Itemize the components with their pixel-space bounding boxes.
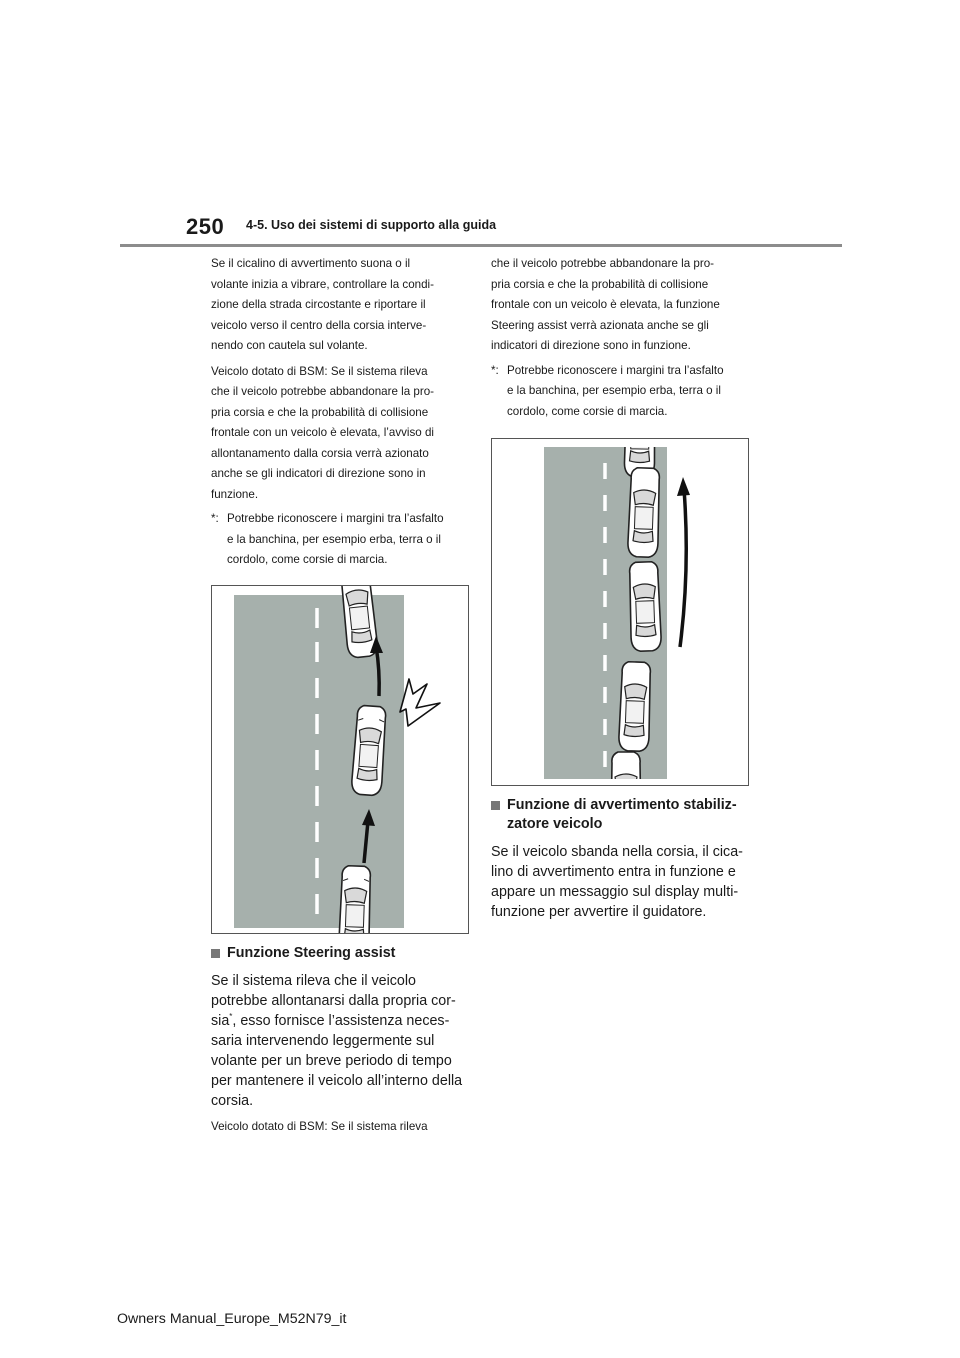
text-line: e la banchina, per esempio erba, terra o il bbox=[227, 532, 441, 546]
bsm-paragraph-start: Veicolo dotato di BSM: Se il sistema rileva bbox=[211, 1119, 428, 1133]
text-line: Veicolo dotato di BSM: Se il sistema rileva bbox=[211, 364, 428, 378]
page-number: 250 bbox=[186, 214, 225, 239]
text-line: Steering assist verrà azionata anche se gli bbox=[491, 318, 709, 332]
stabilizer-warning-illustration bbox=[491, 438, 749, 786]
footer-document-id: Owners Manual_Europe_M52N79_it bbox=[117, 1311, 347, 1327]
text-line: cordolo, come corsie di marcia. bbox=[507, 404, 668, 418]
text-line: Potrebbe riconoscere i margini tra l’asfalto bbox=[227, 512, 444, 525]
steering-assist-illustration bbox=[211, 585, 469, 934]
text-line: allontanamento dalla corsia verrà azionato bbox=[211, 446, 429, 460]
text-line: potrebbe allontanarsi dalla propria cor- bbox=[211, 992, 456, 1009]
text-line: per mantenere il veicolo all’interno della bbox=[211, 1072, 463, 1089]
text-line: veicolo verso il centro della corsia interve- bbox=[211, 318, 427, 332]
text-line: funzione. bbox=[211, 487, 259, 501]
footnote-text bbox=[227, 509, 444, 571]
stabilizer-warning-body bbox=[491, 842, 751, 922]
text-line: nendo con cautela sul volante. bbox=[211, 339, 368, 352]
heading-text: Funzione Steering assist bbox=[227, 944, 396, 961]
text-line: corsia. bbox=[211, 1092, 254, 1109]
bullet-square-icon bbox=[211, 949, 220, 958]
left-column bbox=[211, 254, 469, 1137]
text-line: e la banchina, per esempio erba, terra o il bbox=[507, 384, 721, 397]
text-line: Funzione di avvertimento stabiliz- bbox=[507, 797, 737, 813]
text-line: lino di avvertimento entra in funzione e bbox=[491, 864, 736, 880]
steering-assist-diagram bbox=[212, 586, 468, 933]
text-line: volante inizia a vibrare, controllare la condi- bbox=[211, 277, 434, 291]
text-line: zatore veicolo bbox=[507, 816, 603, 832]
text-line: Potrebbe riconoscere i margini tra l’asfalto bbox=[507, 363, 724, 377]
footnote-reference: * bbox=[229, 1011, 233, 1021]
text-line: zione della strada circostante e riportare il bbox=[211, 298, 426, 311]
text-line: Se il cicalino di avvertimento suona o il bbox=[211, 257, 411, 270]
bullet-square-icon bbox=[491, 801, 500, 810]
bsm-paragraph-continued bbox=[491, 254, 751, 357]
text-line bbox=[211, 1011, 469, 1031]
text-line: anche se gli indicatori di direzione sono in bbox=[211, 467, 426, 480]
footnote bbox=[491, 361, 751, 423]
stabilizer-warning-heading bbox=[491, 796, 751, 834]
text-line: Se il veicolo sbanda nella corsia, il cica- bbox=[491, 844, 743, 860]
warning-paragraph bbox=[211, 254, 469, 357]
text-line: indicatori di direzione sono in funzione. bbox=[491, 339, 691, 352]
text-fragment: sia bbox=[211, 1012, 230, 1029]
steering-assist-heading bbox=[211, 944, 469, 963]
text-line: pria corsia e che la probabilità di collisione bbox=[491, 277, 709, 291]
text-line: funzione per avvertire il guidatore. bbox=[491, 904, 707, 920]
bsm-paragraph bbox=[211, 362, 469, 506]
lane-sway-diagram bbox=[492, 439, 748, 785]
right-column bbox=[491, 254, 751, 922]
steering-assist-body bbox=[211, 971, 469, 1111]
footnote-text bbox=[507, 361, 724, 423]
section-title: 4-5. Uso dei sistemi di supporto alla guida bbox=[246, 218, 497, 232]
text-line: cordolo, come corsie di marcia. bbox=[227, 553, 388, 566]
text-line: che il veicolo potrebbe abbandonare la pro- bbox=[211, 385, 435, 398]
text-line: frontale con un veicolo è elevata, la funzione bbox=[491, 298, 720, 311]
text-line: pria corsia e che la probabilità di collisione bbox=[211, 405, 429, 419]
heading-text bbox=[507, 796, 737, 834]
text-line: saria intervenendo leggermente sul bbox=[211, 1032, 435, 1049]
text-line: volante per un breve periodo di tempo bbox=[211, 1052, 452, 1069]
text-fragment: , esso fornisce l’assistenza neces- bbox=[232, 1012, 450, 1029]
text-line: appare un messaggio sul display multi- bbox=[491, 884, 739, 900]
text-line: frontale con un veicolo è elevata, l’avviso di bbox=[211, 426, 434, 439]
footnote-mark: *: bbox=[211, 512, 219, 525]
text-line: che il veicolo potrebbe abbandonare la pro- bbox=[491, 257, 715, 270]
header-divider bbox=[120, 244, 842, 247]
text-line: Se il sistema rileva che il veicolo bbox=[211, 972, 417, 989]
footnote-mark: *: bbox=[491, 363, 499, 377]
footnote bbox=[211, 509, 469, 571]
